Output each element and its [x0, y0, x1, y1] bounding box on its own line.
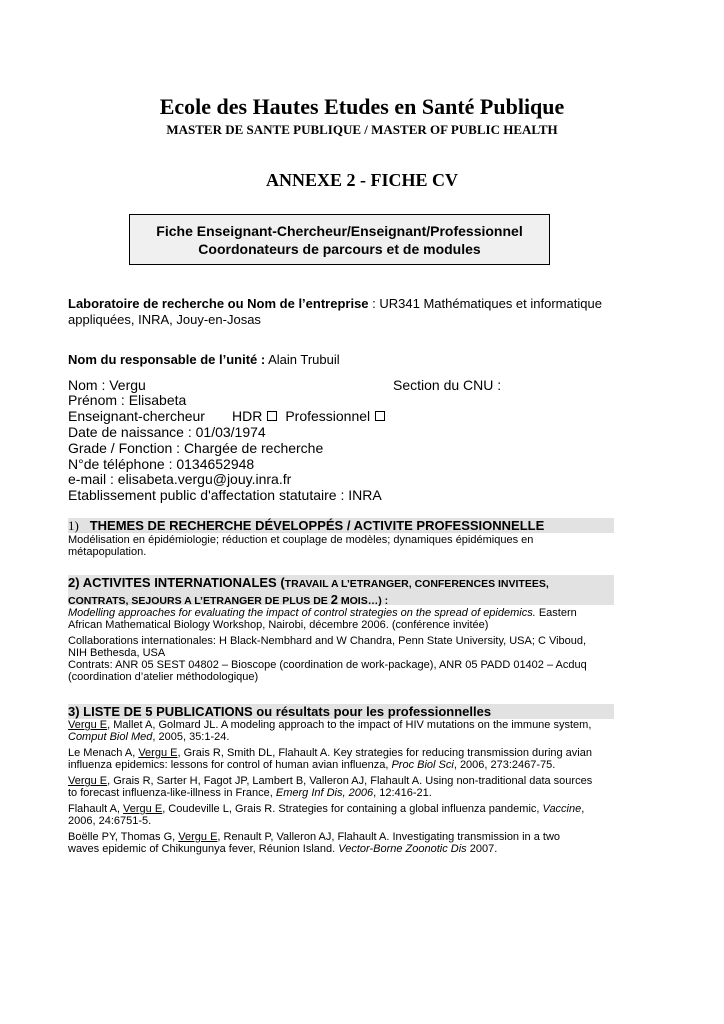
- email-field: e-mail : elisabeta.vergu@jouy.inra.fr: [68, 471, 292, 487]
- conference-rest: Eastern: [535, 607, 577, 619]
- pub3-text: , Grais R, Sarter H, Fagot JP, Lambert B, Valleron AJ, Flahault A. Using non-traditional data sources: [107, 775, 593, 787]
- pub2-tail: , 2006, 273:2467-75.: [453, 759, 556, 771]
- pub3-line2: to forecast influenza-like-illness in France,: [68, 787, 276, 799]
- pub5-journal: Vector-Borne Zoonotic Dis: [338, 843, 467, 855]
- pub2-text: , Grais R, Smith DL, Flahault A. Key strategies for reducing transmission during avian: [177, 747, 592, 759]
- section2-title-b: TRAVAIL A L’ETRANGER, CONFERENCES INVITEES,: [284, 578, 549, 590]
- section2-heading: [68, 575, 614, 605]
- pub1-journal: Comput Biol Med: [68, 731, 153, 743]
- publication-item: [68, 803, 614, 827]
- pub5-author: Vergu E: [178, 831, 218, 843]
- school-title: Ecole des Hautes Etudes en Santé Publique: [159, 94, 565, 119]
- conference-details: African Mathematical Biology Workshop, Nairobi, décembre 2006. (conférence invitée): [68, 619, 489, 631]
- professionnel-checkbox[interactable]: [375, 411, 385, 421]
- section1-text: [68, 534, 614, 558]
- pub4-tail: ,: [581, 803, 585, 815]
- pub3-tail: , 12:416-21.: [373, 787, 432, 799]
- section2-title-a: 2) ACTIVITES INTERNATIONALES (: [68, 575, 285, 590]
- section2-title-e: MOIS…) :: [337, 595, 389, 607]
- section2-title-d: 2: [330, 592, 338, 607]
- responsable-line: [68, 352, 340, 368]
- lab-label: Laboratoire de recherche ou Nom de l’entreprise: [68, 296, 369, 311]
- publications-list: [68, 719, 614, 855]
- pub1-author: Vergu E: [68, 719, 108, 731]
- pub4-pre: Flahault A,: [68, 803, 124, 815]
- pub4-text: , Coudeville L, Grais R. Strategies for containing a global influenza pandemic,: [162, 803, 540, 815]
- section1-title: THEMES DE RECHERCHE DÉVELOPPÉS / ACTIVITE PROFESSIONNELLE: [89, 518, 545, 533]
- pub1-text: , Mallet A, Golmard JL. A modeling approach to the impact of HIV mutations on the immune system,: [107, 719, 592, 731]
- section1-text-line-1: Modélisation en épidémiologie; réduction et couplage de modèles; dynamiques épidémiques en: [68, 534, 534, 546]
- contrats-line-1: Contrats: ANR 05 SEST 04802 – Bioscope (coordination de work-package), ANR 05 PADD 01402 – Acduq: [68, 659, 587, 671]
- master-subtitle: MASTER DE SANTE PUBLIQUE / MASTER OF PUBLIC HEALTH: [166, 122, 558, 137]
- pub3-author: Vergu E: [68, 775, 108, 787]
- responsable-value: Alain Trubuil: [265, 352, 340, 367]
- telephone-field: N°de téléphone : 0134652948: [68, 456, 255, 472]
- responsable-label: Nom du responsable de l’unité :: [68, 352, 266, 367]
- etablissement-field: Etablissement public d'affectation statutaire : INRA: [68, 487, 382, 503]
- pub4-author: Vergu E: [123, 803, 163, 815]
- status-label: Enseignant-chercheur: [68, 408, 205, 424]
- pub2-pre: Le Menach A,: [68, 747, 139, 759]
- annexe-title: ANNEXE 2 - FICHE CV: [265, 170, 458, 190]
- box-line-2: Coordonateurs de parcours et de modules: [198, 241, 481, 257]
- prenom-field: Prénom : Elisabeta: [68, 392, 187, 408]
- section1-text-line-2: métapopulation.: [68, 546, 147, 558]
- lab-value: : UR341 Mathématiques et informatique: [368, 296, 602, 311]
- status-line: [68, 408, 385, 424]
- section2-title-c: CONTRATS, SEJOURS A L’ETRANGER DE PLUS DE: [68, 595, 331, 607]
- pub1-tail: , 2005, 35:1-24.: [152, 731, 230, 743]
- collaborations-line-1: Collaborations internationales: H Black-Nembhard and W Chandra, Penn State University, USA; C Viboud,: [68, 635, 587, 647]
- pub2-journal: Proc Biol Sci: [391, 759, 454, 771]
- section3-heading: 3) LISTE DE 5 PUBLICATIONS ou résultats pour les professionnelles: [68, 704, 614, 719]
- hdr-label: HDR: [231, 408, 263, 424]
- contrats-line-2: (coordination d’atelier méthodologique): [68, 671, 259, 683]
- section1-heading: [68, 518, 614, 533]
- pub5-pre: Boëlle PY, Thomas G,: [68, 831, 179, 843]
- pub2-line2: influenza epidemics: lessons for control of human avian influenza,: [68, 759, 392, 771]
- section-cnu: Section du CNU :: [393, 377, 502, 393]
- lab-value-2: appliquées, INRA, Jouy-en-Josas: [68, 312, 261, 327]
- professionnel-label: Professionnel: [285, 408, 371, 424]
- pub4-journal: Vaccine: [542, 803, 582, 815]
- nom-field: Nom : Vergu: [68, 377, 146, 393]
- pub4-line2: 2006, 24:6751-5.: [68, 815, 152, 827]
- publication-item: [68, 747, 614, 771]
- box-line-1: Fiche Enseignant-Chercheur/Enseignant/Professionnel: [156, 223, 523, 239]
- publication-item: [68, 831, 614, 855]
- pub5-tail: 2007.: [466, 843, 498, 855]
- lab-block: [68, 296, 628, 328]
- naissance-field: Date de naissance : 01/03/1974: [68, 424, 266, 440]
- pub3-journal: Emerg Inf Dis, 2006: [275, 787, 374, 799]
- pub5-text: , Renault P, Valleron AJ, Flahault A. Investigating transmission in a two: [217, 831, 561, 843]
- collaborations-line-2: NIH Bethesda, USA: [68, 647, 166, 659]
- fiche-box: [129, 214, 550, 265]
- conference-title: Modelling approaches for evaluating the impact of control strategies on the spread of epidemics.: [68, 607, 536, 619]
- hdr-checkbox[interactable]: [267, 411, 277, 421]
- pub5-line2: waves epidemic of Chikungunya fever, Réunion Island.: [68, 843, 339, 855]
- section1-number: 1): [68, 518, 79, 533]
- grade-field: Grade / Fonction : Chargée de recherche: [68, 440, 324, 456]
- publication-item: [68, 719, 614, 743]
- section2-text: [68, 607, 614, 683]
- publication-item: [68, 775, 614, 799]
- pub2-author: Vergu E: [138, 747, 178, 759]
